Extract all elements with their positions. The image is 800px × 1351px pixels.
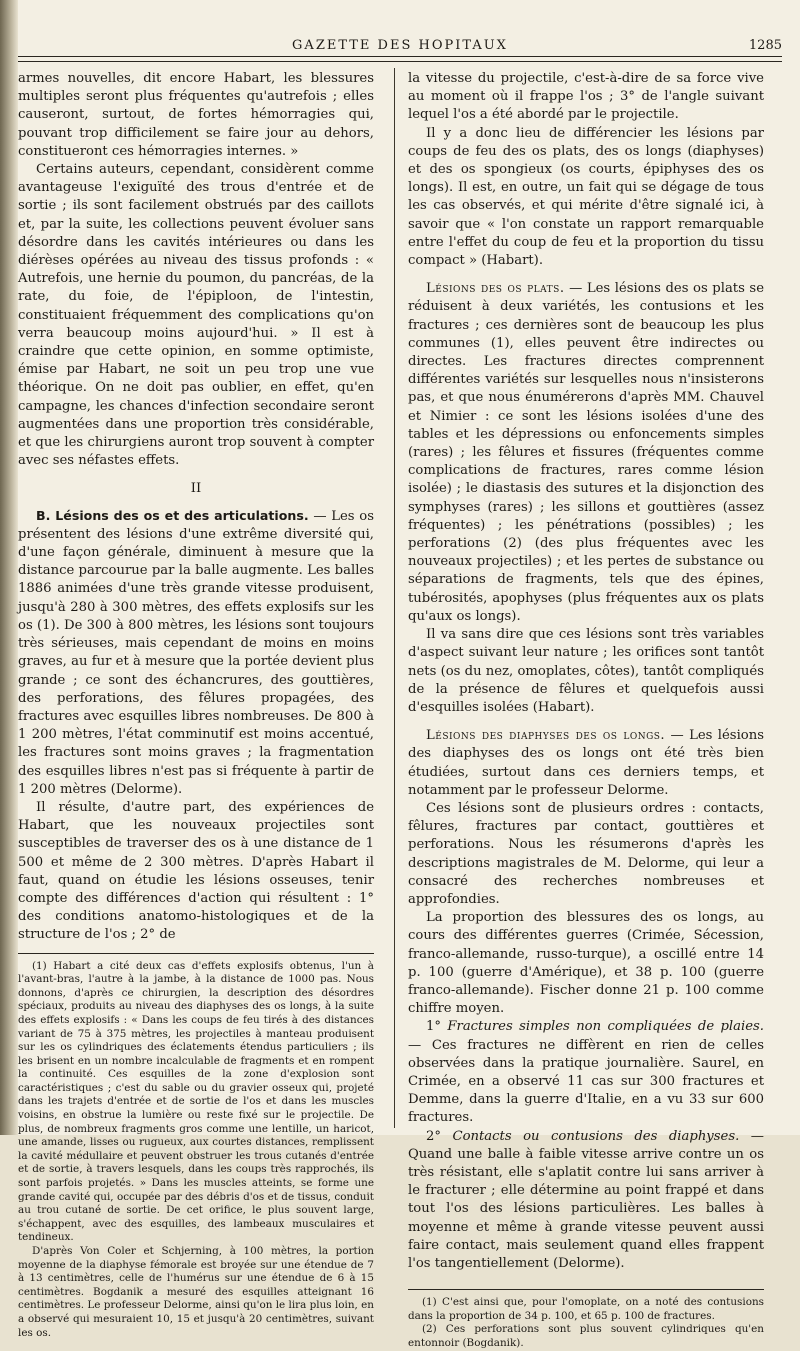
paragraph-text: — Les lésions des os plats se réduisent à deux variétés, les contusions et les fractures ; ces dernières sont de beaucoup les plus communes (1), elles peuvent être indirectes ou directes. Les fractures directes comprennent différentes variétés sur lesquelles nous n'insisterons pas, et que nous énumérerons d'après MM. Chauvel et Nimier : ce sont les lésions isolées d'une des tables et les dépressions ou enfoncements simples (rares) ; les fêlures et fissures (fréquentes comme complications de fractures, rares comme lésion isolée) ; le diastasis des sutures et la disjonction des symphyses (rares) ; les sillons et gouttières (assez fréquentes) ; les pénétrations (possibles) ; les perforations (2) (des plus fréquentes avec les nouveaux projectiles) ; et les pertes de substance ou séparations de fragments, tels que des épines, tubérosités, apophyses (plus fréquentes aux os plats qu'aux os longs).: [408, 281, 764, 624]
item-title: Fractures simples non compliquées de plaies.: [447, 1019, 764, 1035]
header-rule: [18, 56, 782, 62]
paragraph: [408, 727, 764, 800]
journal-title: GAZETTE DES HOPITAUX: [292, 38, 508, 53]
paragraph-text: — Ces fractures ne diffèrent en rien de celles observées dans la pratique journalière. Saurel, en Crimée, en a observé 11 cas sur 300 fractures et Demme, dans la guerre d'Italie, en a vu 33 sur 600 fractures.: [408, 1037, 764, 1126]
footnote: (1) C'est ainsi que, pour l'omoplate, on a noté des contusions dans la proportion de 34 p. 100, et 65 p. 100 de fractures.: [408, 1296, 764, 1322]
footnote-rule: [408, 1289, 764, 1290]
paragraph-text: — Les lésions des diaphyses des os longs ont été très bien étudiées, surtout dans ces derniers temps, et notamment par le professeur Delorme.: [408, 728, 764, 798]
section-heading: B. Lésions des os et des articulations.: [36, 507, 309, 523]
page-header: [18, 22, 782, 52]
page-number: 1285: [748, 38, 782, 53]
paragraph: La proportion des blessures des os longs, au cours des différentes guerres (Crimée, Sécession, franco-allemande, russo-turque), a oscillé entre 14 p. 100 (guerre d'Amérique), et 38 p. 100 (guerre franco-allemande). Fischer donne 21 p. 100 comme chiffre moyen.: [408, 910, 764, 1017]
paragraph: Il y a donc lieu de différencier les lésions par coups de feu des os plats, des os longs (diaphyses) et des os spongieux (os courts, épiphyses des os longs). Il est, en outre, un fait qui se dégage de tous les cas observés, et qui mérite d'être signalé ici, à savoir que « l'on constate un rapport remarquable entre l'effet du coup de feu et la proportion du tissu compact » (Habart).: [408, 125, 764, 269]
footnote: D'après Von Coler et Schjerning, à 100 mètres, la portion moyenne de la diaphyse fémorale est broyée sur une étendue de 7 à 13 centimètres, celle de l'humérus sur une étendue de 6 à 15 centimètres. Bogdanik a mesuré des esquilles atteignant 16 centimètres. Le professeur Delorme, ainsi qu'on le lira plus loin, en a observé qui mesuraient 10, 15 et jusqu'à 20 centimètres, suivant les os.: [18, 1245, 374, 1339]
right-column: [408, 70, 764, 1351]
item-number: 2°: [426, 1128, 453, 1144]
footnote: (1) Habart a cité deux cas d'effets explosifs obtenus, l'un à l'avant-bras, l'autre à la jambe, à la distance de 1000 pas. Nous donnons, d'après ce chirurgien, la description des désordres spéciaux, produits au niveau des diaphyses des os longs, à la suite des effets explosifs : « Dans les coups de feu tirés à des distances variant de 75 à 375 mètres, les projectiles à manteau produisent sur les os cylindriques des éclatements étendus particuliers ; ils les brisent en un nombre incalculable de fragments et en rompent la continuité. Ces esquilles de la zone d'explosion sont caractéristiques ; c'est du sable ou du gravier osseux qui, projeté dans les trajets d'entrée et de sortie de l'os et dans les muscles voisins, en obstrue la lumière ou reste fixé sur le projectile. De plus, de nombreux fragments gros comme une lentille, un haricot, une amande, lisses ou rugueux, aux courtes distances, remplissent la cavité médullaire et peuvent obstruer les trous cutanés d'entrée et de sortie, à travers lesquels, dans les coups très rapprochés, ils sont parfois projetés. » Dans les muscles atteints, se forme une grande cavité qui, occupée par des débris d'os et de tissus, conduit au trou cutané de sortie. De cet orifice, le plus souvent large, s'échappent, avec des esquilles, des lambeaux musculaires et tendineux.: [18, 959, 374, 1244]
footnote-rule: [18, 953, 374, 954]
item-title: Contacts ou contusions des diaphyses.: [452, 1128, 740, 1144]
paragraph: Certains auteurs, cependant, considèrent comme avantageuse l'exiguïté des trous d'entrée et de sortie ; ils sont facilement obstrués par des caillots et, par la suite, les collections peuvent évoluer sans désordre dans les cavités intérieures ou dans les diérèses opérées au niveau des tissus profonds : « Autrefois, une hernie du poumon, du pancréas, de la rate, du foie, de l'épiploon, de l'intestin, constituaient fréquemment des complications qu'on verra beaucoup moins aujourd'hui. » Il est à craindre que cette opinion, en somme optimiste, émise par Habart, ne soit un peu trop une vue théorique. On ne doit pas oublier, en effet, qu'en campagne, les chances d'infection secondaire seront augmentées dans une proportion très considérable, et que les chirurgiens auront trop souvent à compter avec ses néfastes effets.: [18, 162, 374, 469]
section-number: II: [190, 481, 202, 497]
paragraph: Il va sans dire que ces lésions sont très variables d'aspect suivant leur nature ; les orifices sont tantôt nets (os du nez, omoplates, côtes), tantôt compliqués de la présence de fêlures et quelquefois aussi d'esquilles isolées (Habart).: [408, 627, 764, 715]
paragraph: [408, 1128, 764, 1274]
paragraph: [408, 1018, 764, 1127]
paragraph: Il résulte, d'autre part, des expériences de Habart, que les nouveaux projectiles sont susceptibles de traverser des os à une distance de 1 500 et même de 2 300 mètres. D'après Habart il faut, quand on étudie les lésions osseuses, tenir compte des différences d'action qui résultent : 1° des conditions anatomo-histologiques et de la structure de l'os ; 2° de: [18, 799, 374, 943]
subsection-heading: Lésions des diaphyses des os longs.: [426, 728, 666, 744]
footnote: (2) Ces perforations sont plus souvent cylindriques qu'en entonnoir (Bogdanik).: [408, 1323, 764, 1349]
left-column: [18, 70, 374, 1340]
paragraph: [18, 507, 374, 799]
paragraph-text: — Les os présentent des lésions d'une extrême diversité qui, d'une façon générale, diminuent à mesure que la distance parcourue par la balle augmente. Les balles 1886 animées d'une très grande vitesse produisent, jusqu'à 280 à 300 mètres, des effets explosifs sur les os (1). De 300 à 800 mètres, les lésions sont toujours très sérieuses, mais cependant de moins en moins graves, au fur et à mesure que la portée devient plus grande ; ce sont des échancrures, des gouttières, des perforations, des fêlures propagées, des fractures avec esquilles libres nombreuses. De 800 à 1 200 mètres, l'état comminutif est moins accentué, les fractures sont moins graves ; la fragmentation des esquilles libres n'est pas si fréquente à partir de 1 200 mètres (Delorme).: [18, 508, 374, 797]
paragraph-text: — Quand une balle à faible vitesse arrive contre un os très résistant, elle s'aplatit contre lui sans arriver à le fracturer ; elle détermine au point frappé et dans tout l'os des lésions particulières. Les balles à moyenne et même à grande vitesse peuvent aussi faire contact, mais seulement quand elles frappent l'os tangentiellement (Delorme).: [408, 1128, 764, 1271]
footnotes: [408, 1296, 764, 1350]
paragraph: [408, 280, 764, 626]
subsection-heading: Lésions des os plats.: [426, 281, 565, 297]
paragraph: Ces lésions sont de plusieurs ordres : contacts, fêlures, fractures par contact, gouttières et perforations. Nous les résumerons d'après les descriptions magistrales de M. Delorme, qui leur a consacré des recherches nombreuses et approfondies.: [408, 800, 764, 907]
paragraph: la vitesse du projectile, c'est-à-dire de sa force vive au moment où il frappe l'os ; 3° de l'angle suivant lequel l'os a été abordé par le projectile.: [408, 71, 764, 123]
column-divider: [394, 68, 395, 1128]
item-number: 1°: [426, 1019, 448, 1035]
book-spine-shadow: [0, 0, 18, 1135]
footnotes: [18, 960, 374, 1341]
paragraph: armes nouvelles, dit encore Habart, les blessures multiples seront plus fréquentes qu'autrefois ; elles causeront, surtout, de fortes hémorragies qui, pouvant trop difficilement se faire jour au dehors, constitueront ces hémorragies internes. »: [18, 71, 374, 159]
